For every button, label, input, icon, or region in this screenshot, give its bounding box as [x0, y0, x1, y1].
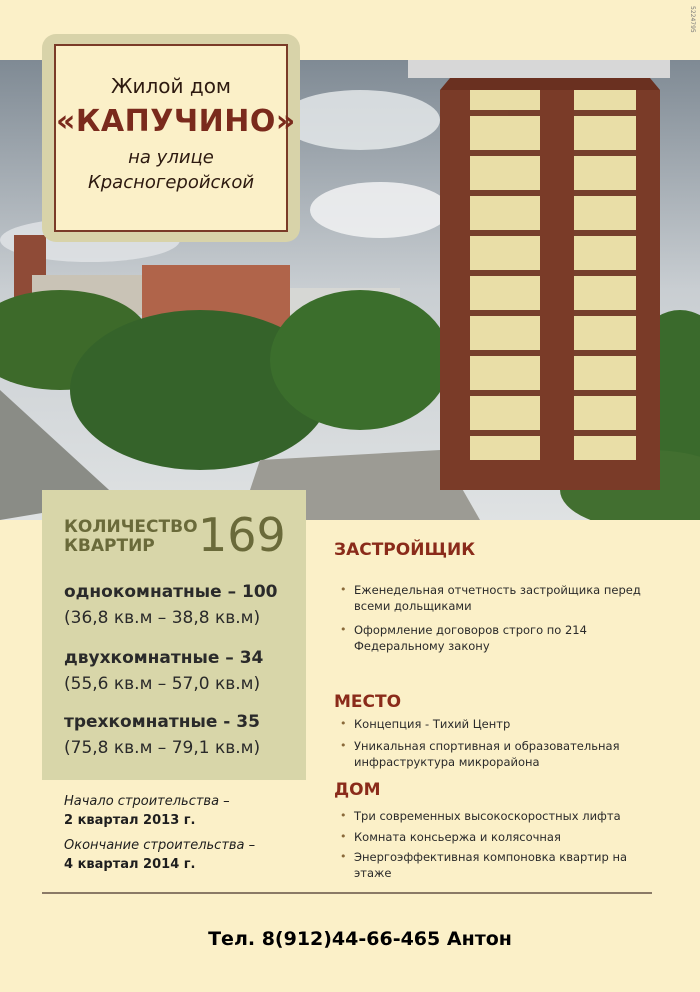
bullet-icon: • — [340, 583, 347, 596]
apartments-panel — [42, 490, 306, 780]
apartment-type-title: трехкомнатные - 35 — [64, 712, 260, 732]
bullet-icon: • — [340, 739, 347, 752]
start-label: Начало строительства – — [64, 794, 230, 809]
house-heading: ДОМ — [334, 780, 381, 800]
title-line3: на улице — [128, 147, 214, 168]
developer-item-2 — [340, 622, 654, 654]
apartment-type-3 — [64, 712, 260, 758]
apartment-type-area: (55,6 кв.м – 57,0 кв.м) — [64, 674, 261, 694]
end-value: 4 квартал 2014 г. — [64, 857, 196, 872]
house-item-text: Комната консьержа и колясочная — [354, 830, 561, 844]
apartment-type-1 — [64, 582, 278, 628]
bullet-icon: • — [340, 830, 347, 843]
apartment-type-title: двухкомнатные – 34 — [64, 648, 264, 668]
bullet-icon: • — [340, 623, 347, 636]
side-code: 5224795 — [689, 6, 696, 33]
apartment-type-area: (75,8 кв.м – 79,1 кв.м) — [64, 738, 261, 758]
title-name: «КАПУЧИНО» — [56, 104, 296, 139]
divider — [42, 892, 652, 894]
house-item-2 — [340, 829, 654, 845]
apartment-type-title: однокомнатные – 100 — [64, 582, 278, 602]
count-label-line2: КВАРТИР — [64, 536, 155, 556]
bullet-icon: • — [340, 809, 347, 822]
place-item-1 — [340, 716, 654, 732]
place-item-text: Концепция - Тихий Центр — [354, 717, 511, 731]
developer-heading: ЗАСТРОЙЩИК — [334, 540, 476, 560]
gray-bar — [408, 60, 670, 78]
house-item-text: Энергоэффективная компоновка квартир на этаже — [354, 850, 628, 880]
start-value: 2 квартал 2013 г. — [64, 813, 196, 828]
developer-item-1 — [340, 582, 654, 614]
construction-dates — [64, 794, 255, 872]
developer-item-text: Еженедельная отчетность застройщика перед всеми дольщиками — [354, 583, 641, 613]
place-item-text: Уникальная спортивная и образовательная инфраструктура микрорайона — [354, 739, 620, 769]
end-label: Окончание строительства – — [64, 838, 256, 853]
title-street: Красногеройской — [87, 172, 255, 193]
count-label-line1: КОЛИЧЕСТВО — [64, 517, 198, 537]
title-line1: Жилой дом — [110, 74, 232, 98]
apartment-count: 169 — [198, 508, 286, 562]
bullet-icon: • — [340, 850, 347, 863]
house-item-1 — [340, 808, 654, 824]
contact-phone: Тел. 8(912)44-66-465 Антон — [208, 928, 512, 950]
count-label — [64, 517, 198, 556]
house-item-3 — [340, 849, 654, 881]
title-plaque-inner — [54, 44, 296, 232]
apartment-type-2 — [64, 648, 263, 694]
bullet-icon: • — [340, 717, 347, 730]
place-item-2 — [340, 738, 654, 770]
house-item-text: Три современных высокоскоростных лифта — [354, 809, 621, 823]
apartment-type-area: (36,8 кв.м – 38,8 кв.м) — [64, 608, 261, 628]
place-heading: МЕСТО — [334, 692, 402, 712]
title-plaque — [42, 34, 300, 242]
developer-item-text: Оформление договоров строго по 214 Федеральному закону — [354, 623, 587, 653]
